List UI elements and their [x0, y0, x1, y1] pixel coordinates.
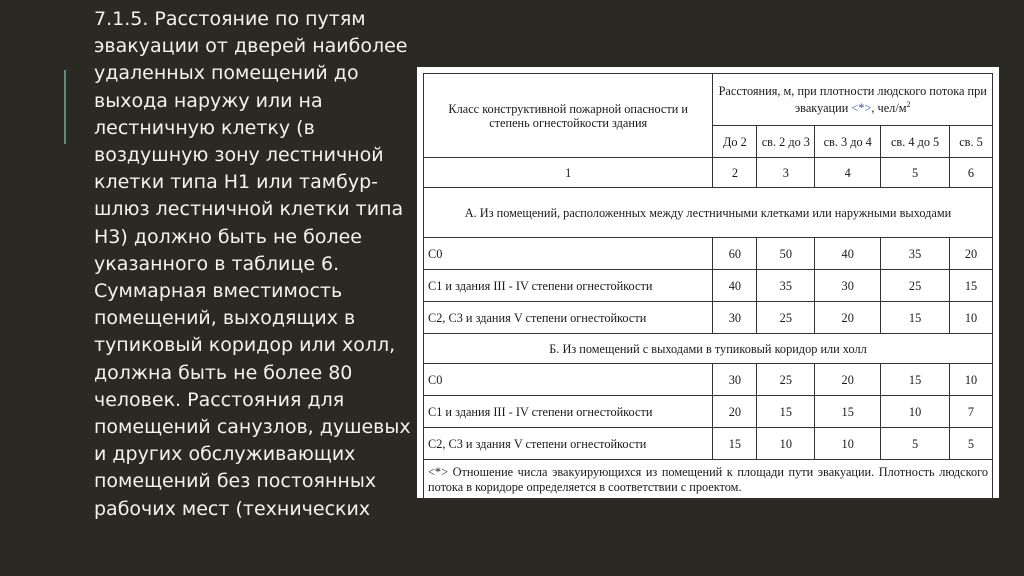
table-row: [424, 238, 993, 270]
row-value: 30: [713, 302, 757, 334]
row-value: 15: [950, 270, 993, 302]
header-class-cell: Класс конструктивной пожарной опасности и степень огнестойкости здания: [424, 74, 713, 158]
row-value: 15: [713, 428, 757, 460]
col-number-1: 1: [424, 158, 713, 188]
row-value: 10: [815, 428, 881, 460]
row-value: 20: [713, 396, 757, 428]
accent-line: [64, 70, 66, 144]
col-number-4: 4: [815, 158, 881, 188]
row-value: 5: [881, 428, 950, 460]
row-value: 5: [950, 428, 993, 460]
col-number-5: 5: [881, 158, 950, 188]
row-value: 35: [757, 270, 815, 302]
row-value: 25: [881, 270, 950, 302]
row-label: С2, С3 и здания V степени огнестойкости: [424, 302, 713, 334]
row-value: 15: [757, 396, 815, 428]
row-value: 35: [881, 238, 950, 270]
row-value: 15: [881, 302, 950, 334]
row-value: 20: [815, 364, 881, 396]
row-value: 50: [757, 238, 815, 270]
body-text: 7.1.5. Расстояние по путям эвакуации от дверей наиболее удаленных помещений до выхода наружу или на лестничную клетку (в воздушную зону лестничной клетки типа Н1 или тамбур- шлюз лестничной клетки типа Н3) должно быть не более указанного в таблице 6. Суммарная вместимость помещений, выходящих в тупиковый коридор или холл, должна быть не более 80 человек. Расстояния для помещений санузлов, душевых и других обслуживающих помещений без постоянных рабочих мест (технических: [94, 8, 411, 520]
density-col-3: св. 3 до 4: [815, 126, 881, 158]
row-label: С0: [424, 238, 713, 270]
table-footnote: <*> Отношение числа эвакуирующихся из помещений к площади пути эвакуации. Плотность людского потока в коридоре определяется в соответствии с проектом.: [424, 460, 993, 500]
col-number-6: 6: [950, 158, 993, 188]
row-value: 30: [815, 270, 881, 302]
density-col-4: св. 4 до 5: [881, 126, 950, 158]
density-col-1: До 2: [713, 126, 757, 158]
row-value: 7: [950, 396, 993, 428]
row-value: 20: [950, 238, 993, 270]
density-col-5: св. 5: [950, 126, 993, 158]
header-distance-cell: [713, 74, 993, 126]
col-number-3: 3: [757, 158, 815, 188]
header-distance-unit: , чел/м: [871, 101, 907, 116]
row-value: 60: [713, 238, 757, 270]
row-label: С0: [424, 364, 713, 396]
row-label: С1 и здания III - IV степени огнестойкости: [424, 396, 713, 428]
row-value: 15: [815, 396, 881, 428]
header-distance-unit-sup: 2: [906, 99, 911, 109]
row-value: 25: [757, 302, 815, 334]
table-row: [424, 396, 993, 428]
table-row: [424, 364, 993, 396]
row-value: 30: [713, 364, 757, 396]
row-value: 10: [950, 364, 993, 396]
row-value: 25: [757, 364, 815, 396]
section-b-title: Б. Из помещений с выходами в тупиковый коридор или холл: [424, 334, 993, 364]
distance-table: [423, 73, 993, 500]
row-value: 10: [757, 428, 815, 460]
density-col-2: св. 2 до 3: [757, 126, 815, 158]
table-row: [424, 270, 993, 302]
column-number-row: [424, 158, 993, 188]
row-label: С1 и здания III - IV степени огнестойкости: [424, 270, 713, 302]
section-a-row: [424, 188, 993, 238]
header-row: [424, 74, 993, 126]
header-distance-marker: <*>: [851, 101, 872, 116]
row-value: 40: [815, 238, 881, 270]
row-value: 20: [815, 302, 881, 334]
row-value: 10: [950, 302, 993, 334]
header-distance-prefix: Расстояния, м, при плотности людского потока при эвакуации: [718, 83, 987, 116]
footnote-row: [424, 460, 993, 500]
section-b-row: [424, 334, 993, 364]
table-row: [424, 302, 993, 334]
row-value: 15: [881, 364, 950, 396]
row-value: 10: [881, 396, 950, 428]
row-label: С2, С3 и здания V степени огнестойкости: [424, 428, 713, 460]
col-number-2: 2: [713, 158, 757, 188]
section-a-title: А. Из помещений, расположенных между лестничными клетками или наружными выходами: [424, 188, 993, 238]
distance-table-image: [417, 67, 999, 498]
table-row: [424, 428, 993, 460]
row-value: 40: [713, 270, 757, 302]
